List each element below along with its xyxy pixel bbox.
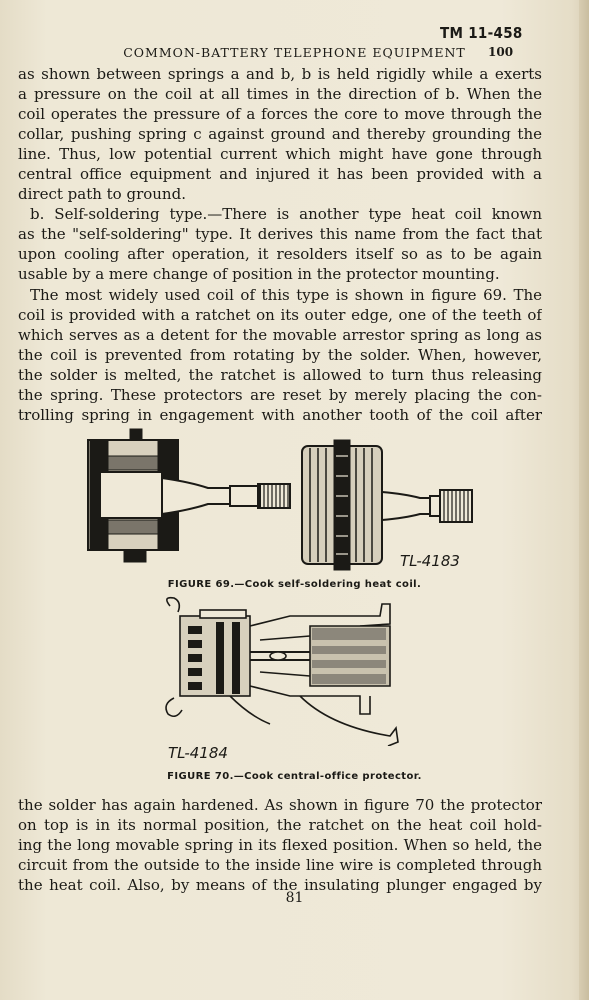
tm-number: TM 11-458 xyxy=(440,24,523,42)
running-title: COMMON-BATTERY TELEPHONE EQUIPMENT xyxy=(123,45,466,60)
text-line: upon cooling after operation, it resolders itself so as to be again xyxy=(18,245,542,263)
text-line: the heat coil. Also, by means of the insulating plunger engaged by xyxy=(18,876,542,894)
text-line: circuit from the outside to the inside line wire is completed through xyxy=(18,856,542,874)
figure-70-protector-illustration xyxy=(160,596,400,746)
text-line: usable by a mere change of position in the protector mounting. xyxy=(18,265,500,283)
text-line: coil is provided with a ratchet on its outer edge, one of the teeth of xyxy=(18,306,542,324)
figure-70-label xyxy=(168,740,258,764)
text-line: ing the long movable spring in its flexed position. When so held, the xyxy=(18,836,542,854)
heat-coil-cutaway xyxy=(88,429,290,562)
text-line: The most widely used coil of this type is shown in figure 69. The xyxy=(30,286,542,304)
top-page-number: 100 xyxy=(488,45,514,59)
text-line: direct path to ground. xyxy=(18,185,186,203)
running-head xyxy=(0,45,589,60)
figure-70-caption: FIGURE 70.—Cook central-office protector. xyxy=(167,771,422,782)
text-line: central office equipment and injured it has been provided with a xyxy=(18,165,542,183)
text-line: on top is in its normal position, the ratchet on the heat coil hold- xyxy=(18,816,542,834)
text-line: coil operates the pressure of a forces the core to move through the xyxy=(18,105,542,123)
text-line: which serves as a detent for the movable arrestor spring as long as xyxy=(18,326,542,344)
page-edge xyxy=(579,0,589,1000)
text-line: collar, pushing spring c against ground and thereby grounding the xyxy=(18,125,542,143)
text-line: the solder has again hardened. As shown in figure 70 the protector xyxy=(18,796,542,814)
svg-text:TL-4183: TL-4183 xyxy=(400,552,460,570)
text-line: as the "self-soldering" type. It derives this name from the fact that xyxy=(18,225,542,243)
svg-text:TL-4184: TL-4184 xyxy=(168,744,228,762)
figure-69-label xyxy=(400,548,490,572)
text-line: b. Self-soldering type.—There is another type heat coil known xyxy=(30,205,542,223)
figure-69-caption: FIGURE 69.—Cook self-soldering heat coil. xyxy=(167,579,422,590)
page-number: 81 xyxy=(285,890,304,906)
text-line: a pressure on the coil at all times in the direction of b. When the xyxy=(18,85,542,103)
text-line: the coil is prevented from rotating by the solder. When, however, xyxy=(18,346,542,364)
text-line: trolling spring in engagement with another tooth of the coil after xyxy=(18,406,542,424)
text-line: line. Thus, low potential current which might have gone through xyxy=(18,145,542,163)
text-line: the spring. These protectors are reset by merely placing the con- xyxy=(18,386,542,404)
text-line: as shown between springs a and b, b is held rigidly while a exerts xyxy=(18,65,542,83)
text-line: the solder is melted, the ratchet is allowed to turn thus releasing xyxy=(18,366,542,384)
